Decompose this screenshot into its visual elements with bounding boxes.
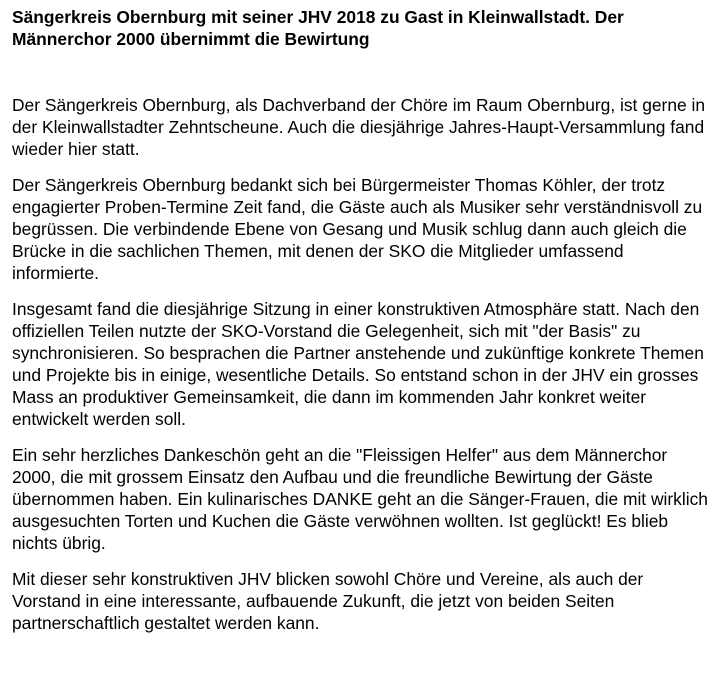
paragraph-3: Insgesamt fand die diesjährige Sitzung in einer konstruktiven Atmosphäre statt. Nach den offiziellen Teilen nutzte der SKO-Vorstand die Gelegenheit, sich mit "der Basis" zu synchronisieren. So besprachen die Partner anstehende und zukünftige konkrete Themen und Projekte bis in einige, wesentliche Details. So entstand schon in der JHV ein grosses Mass an produktiver Gemeinsamkeit, die dann im kommenden Jahr konkret weiter entwickelt werden soll. xyxy=(12,299,704,429)
paragraph-4: Ein sehr herzliches Dankeschön geht an die "Fleissigen Helfer" aus dem Männerchor 2000, die mit grossem Einsatz den Aufbau und die freundliche Bewirtung der Gäste übernommen haben. Ein kulinarisches DANKE geht an die Sänger-Frauen, die mit wirklich ausgesuchten Torten und Kuchen die Gäste verwöhnen wollten. Ist geglückt! Es blieb nichts übrig. xyxy=(12,445,708,553)
paragraph-2: Der Sängerkreis Obernburg bedankt sich bei Bürgermeister Thomas Köhler, der trotz engagierter Proben-Termine Zeit fand, die Gäste auch als Musiker sehr verständnisvoll zu begrüssen. Die verbindende Ebene von Gesang und Musik schlug dann auch gleich die Brücke in die sachlichen Themen, mit denen der SKO die Mitglieder umfassend informierte. xyxy=(12,175,703,283)
paragraph-1: Der Sängerkreis Obernburg, als Dachverband der Chöre im Raum Obernburg, ist gerne in der Kleinwallstadter Zehntscheune. Auch die diesjährige Jahres-Haupt-Versammlung fand wieder hier statt. xyxy=(12,95,706,159)
article-body xyxy=(12,94,710,634)
article-title: Sängerkreis Obernburg mit seiner JHV 2018 zu Gast in Kleinwallstadt. Der Männerchor 2000 übernimmt die Bewirtung xyxy=(12,7,624,49)
paragraph-5: Mit dieser sehr konstruktiven JHV blicken sowohl Chöre und Vereine, als auch der Vorstand in eine interessante, aufbauende Zukunft, die jetzt von beiden Seiten partnerschaftlich gestaltet werden kann. xyxy=(12,569,644,633)
